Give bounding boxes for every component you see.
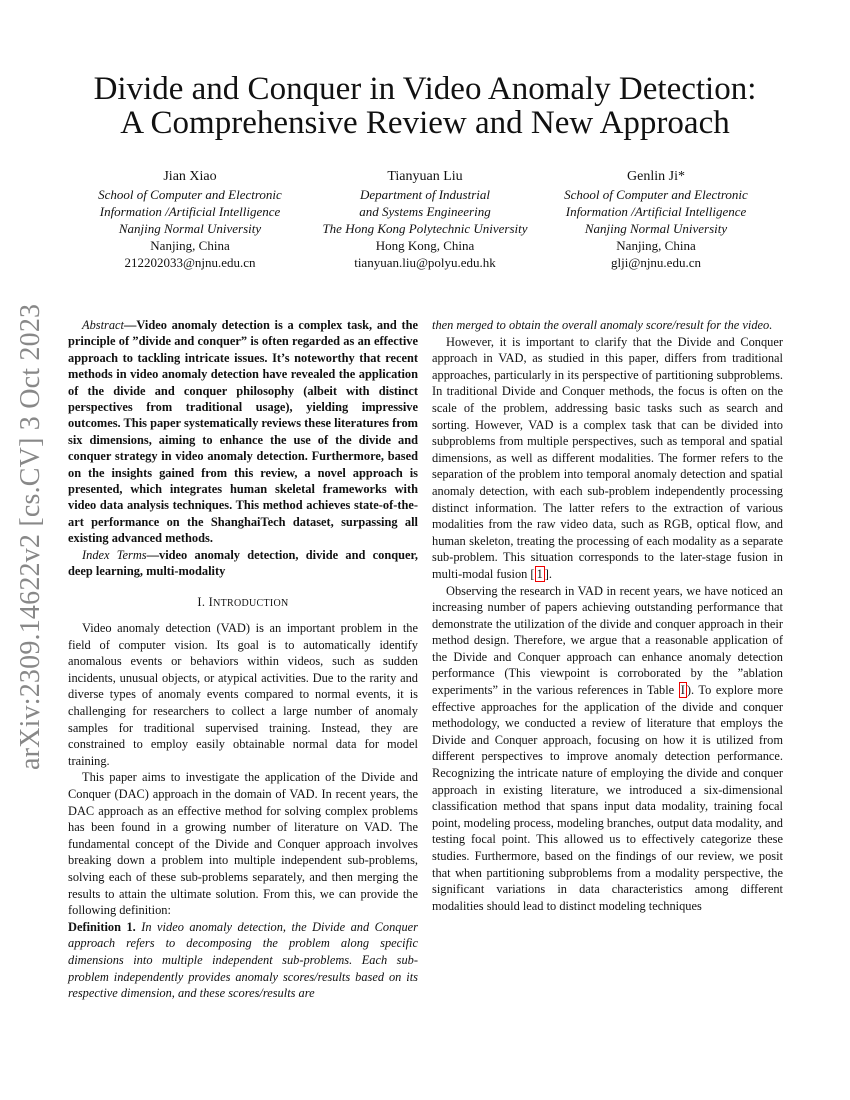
author-3: [526, 168, 786, 271]
section-title-initial: I: [208, 594, 214, 609]
table-reference-link[interactable]: I: [680, 683, 685, 698]
paragraph-text: However, it is important to clarify that the Divide and Conquer approach in VAD, as studied in this paper, differs from traditional approaches, particularly in its perspective of partitioning subproblems. In traditional Divide and Conquer methods, the focus is often on the scale of the problem, addressing basic tasks such as search and sorting. However, VAD is a complex task that can be divided into subproblems from multiple perspectives, such as temporal and spatial dimensions, as well as different modalities. The former refers to the separation of the problem into temporal anomaly detection and spatial anomaly detection, with each sub-problem independently processing distinct information. The latter refers to the extraction of various modalities from the raw video data, such as RGB, optical flow, and human skeleton, treating the processing of each modality as a separate sub-problem. This situation corresponds to the later-stage fusion in multi-modal fusion [: [432, 334, 783, 581]
author-affiliation: Information /Artificial Intelligence: [99, 204, 281, 219]
author-affiliation: Nanjing Normal University: [118, 221, 262, 236]
section-heading: [68, 594, 418, 613]
author-2: [295, 168, 555, 271]
author-name: Tianyuan Liu: [387, 169, 463, 184]
index-terms-text: —video anomaly detection, divide and conquer, deep learning, multi-modality: [68, 547, 418, 579]
index-terms: [68, 547, 418, 580]
author-location: Nanjing, China: [616, 238, 696, 253]
paragraph: Video anomaly detection (VAD) is an important problem in the field of computer vision. Its goal is to automatically identify anomalous events or behaviors within videos, such as sudden incidents, unusual objects, or atypical activities. Due to the rarity and diverse types of anomaly events compared to normal events, it is challenging for researchers to collect a large number of anomaly samples for traditional supervised training. Instead, they are constrained to employ easily obtainable normal data for model training.: [68, 621, 418, 768]
section-number: I.: [197, 594, 209, 609]
author-email: 212202033@njnu.edu.cn: [124, 255, 256, 270]
paragraph: This paper aims to investigate the application of the Divide and Conquer (DAC) approach in the domain of VAD. In recent years, the DAC approach as an effective method for solving complex problems has been found in a growing number of literature on VAD. The fundamental concept of the Divide and Conquer approach involves breaking down a problem into multiple independent sub-problems, solving each of these sub-problems separately, and then merging the results to attain the ultimate solution. From this, we can provide the following definition:: [68, 770, 418, 918]
author-1: [60, 168, 320, 271]
title-line-2: A Comprehensive Review and New Approach: [120, 105, 730, 141]
definition-continuation: [432, 317, 783, 334]
author-affiliation: Nanjing Normal University: [584, 221, 728, 236]
section-title-rest: NTRODUCTION: [213, 597, 289, 609]
author-location: Nanjing, China: [150, 238, 230, 253]
left-column: [68, 317, 418, 1002]
citation-link[interactable]: 1: [536, 566, 543, 581]
paragraph-text: ].: [544, 566, 552, 581]
author-email: glji@njnu.edu.cn: [611, 255, 701, 270]
definition-text-continued: then merged to obtain the overall anomaly score/result for the video.: [432, 318, 773, 332]
author-affiliation: School of Computer and Electronic: [564, 187, 748, 202]
author-affiliation: Information /Artificial Intelligence: [565, 204, 747, 219]
title-line-1: Divide and Conquer in Video Anomaly Detection:: [93, 71, 757, 107]
index-terms-label: Index Terms: [82, 547, 147, 562]
paragraph: [432, 334, 783, 583]
author-affiliation: Department of Industrial: [360, 187, 490, 202]
abstract: [68, 317, 418, 547]
paragraph-text: Observing the research in VAD in recent years, we have noticed an increasing number of papers achieving outstanding performance that demonstrate the utilization of the divide and conquer approach in their method design. Therefore, we argue that a reasonable application of the Divide and Conquer approach can enhance anomaly detection performance (This viewpoint is corroborated by the ”ablation experiments” in the various references in Table: [432, 583, 783, 698]
definition-label: Definition 1.: [68, 919, 136, 934]
paper-title: [0, 72, 850, 140]
author-affiliation: The Hong Kong Polytechnic University: [322, 221, 528, 236]
definition-text: In video anomaly detection, the Divide and Conquer approach refers to decomposing the problem along specific dimensions into multiple independent sub-problems. Each sub-problem independently provides anomaly scores/results based on its respective dimension, and these scores/results are: [68, 919, 419, 1001]
arxiv-stamp: arXiv:2309.14622v2 [cs.CV] 3 Oct 2023: [15, 303, 46, 770]
author-affiliation: School of Computer and Electronic: [98, 187, 282, 202]
definition: [68, 919, 418, 1002]
right-column: [432, 317, 783, 914]
author-affiliation: and Systems Engineering: [359, 204, 491, 219]
abstract-label: Abstract: [82, 318, 124, 332]
paragraph: [432, 583, 783, 915]
author-name: Jian Xiao: [163, 169, 217, 184]
author-location: Hong Kong, China: [375, 238, 475, 253]
author-name: Genlin Ji*: [627, 169, 685, 184]
paragraph-text: ). To explore more effective approaches for the application of the divide and conquer methodology, we conducted a review of literature that employs the Divide and Conquer approach, focusing on how it is utilized from different perspectives to improve anomaly detection performance. Recognizing the intricate nature of employing the divide and conquer approach in existing literature, we introduced a six-dimensional classification method that spans input data modality, training focal point, modeling process, modeling branches, output data modality, and testing focal point. This allowed us to effectively categorize these studies. Furthermore, based on the findings of our review, we posit that when partitioning subproblems from a modality perspective, the significant variations in data characteristics among different modalities should lead to distinct modeling techniques: [432, 683, 784, 913]
abstract-text: —Video anomaly detection is a complex task, and the principle of ”divide and conquer” is often regarded as an effective approach to tackling intricate issues. It’s noteworthy that recent methods in video anomaly detection have revealed the application of the divide and conquer philosophy (albeit with distinct perspectives from traditional usage), yielding impressive outcomes. This paper systematically reviews these literatures from six dimensions, aiming to enhance the use of the divide and conquer strategy in video anomaly detection. Furthermore, based on the insights gained from this review, a novel approach is presented, which integrates human skeletal frameworks with video data analysis techniques. This method achieves state-of-the-art performance on the ShanghaiTech dataset, surpassing all existing advanced methods.: [68, 318, 418, 546]
author-email: tianyuan.liu@polyu.edu.hk: [354, 255, 496, 270]
